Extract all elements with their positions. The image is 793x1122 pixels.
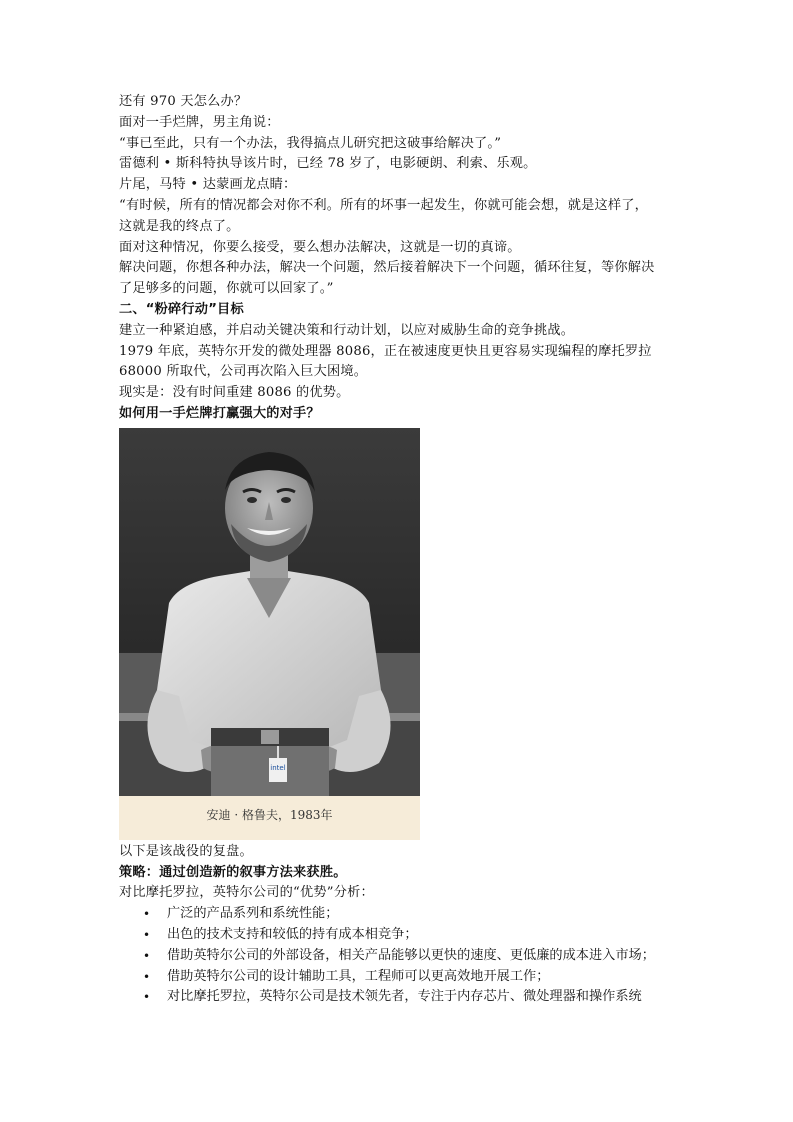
text-line: 雷德利 • 斯科特执导该片时，已经 78 岁了，电影硬朗、利索、乐观。 (119, 156, 537, 172)
text-line: 1979 年底，英特尔开发的微处理器 8086，正在被速度更快且更容易实现编程的摩托罗拉 (119, 343, 652, 359)
quote-line: 面对这种情况，你要么接受，要么想办法解决，这就是一切的真谛。 (119, 239, 521, 255)
list-item: • 对比摩托罗拉，英特尔公司是技术领先者，专注于内存芯片、微处理器和操作系统 (119, 987, 679, 1008)
text-line: 以下是该战役的复盘。 (119, 843, 253, 859)
quote-line: 解决问题，你想各种办法，解决一个问题，然后接着解决下一个问题，循环往复，等你解决 (119, 260, 655, 276)
bullet-icon: • (143, 948, 151, 963)
text-line: 还有 970 天怎么办？ (119, 94, 248, 109)
section-heading: 二、“粉碎行动”目标 (119, 301, 244, 317)
list-item: • 出色的技术支持和较低的持有成本相竞争； (119, 925, 679, 946)
text-line: 建立一种紧迫感，并启动关键决策和行动计划，以应对威胁生命的竞争挑战。 (119, 322, 575, 338)
strategy-label: 策略： (119, 864, 160, 880)
intel-badge-text: intel (270, 763, 286, 772)
list-item: • 借助英特尔公司的设计辅助工具，工程师可以更高效地开展工作； (119, 967, 679, 988)
portrait-photo (119, 428, 420, 796)
document-body (119, 92, 679, 1008)
strategy-text: 通过创造新的叙事方法来获胜。 (159, 864, 347, 880)
bullet-icon: • (143, 907, 151, 922)
advantage-list (119, 904, 679, 1008)
text-line: 68000 所取代，公司再次陷入巨大困境。 (119, 364, 368, 380)
text-line: 片尾，马特 • 达蒙画龙点睛： (119, 177, 297, 193)
bullet-icon: • (143, 969, 151, 984)
question-heading: 如何用一手烂牌打赢强大的对手？ (119, 405, 320, 421)
list-item: • 广泛的产品系列和系统性能； (119, 904, 679, 925)
portrait-figure (119, 428, 420, 840)
bullet-icon: • (143, 927, 151, 942)
text-line: 面对一手烂牌，男主角说： (119, 114, 280, 130)
photo-caption: 安迪 · 格鲁夫，1983年 (206, 807, 333, 822)
quote-line: “有时候，所有的情况都会对你不利。所有的坏事一起发生，你就可能会想，就是这样了， (119, 197, 649, 213)
text-line: 现实是：没有时间重建 8086 的优势。 (119, 385, 350, 401)
quote-line: 这就是我的终点了。 (119, 218, 240, 234)
strategy-line (119, 863, 679, 884)
quote-line: “事已至此，只有一个办法，我得搞点儿研究把这破事给解决了。” (119, 135, 502, 151)
list-item: • 借助英特尔公司的外部设备，相关产品能够以更快的速度、更低廉的成本进入市场； (119, 946, 679, 967)
text-line: 对比摩托罗拉，英特尔公司的“优势”分析： (119, 885, 374, 901)
bullet-icon: • (143, 990, 151, 1005)
quote-line: 了足够多的问题，你就可以回家了。” (119, 281, 334, 297)
